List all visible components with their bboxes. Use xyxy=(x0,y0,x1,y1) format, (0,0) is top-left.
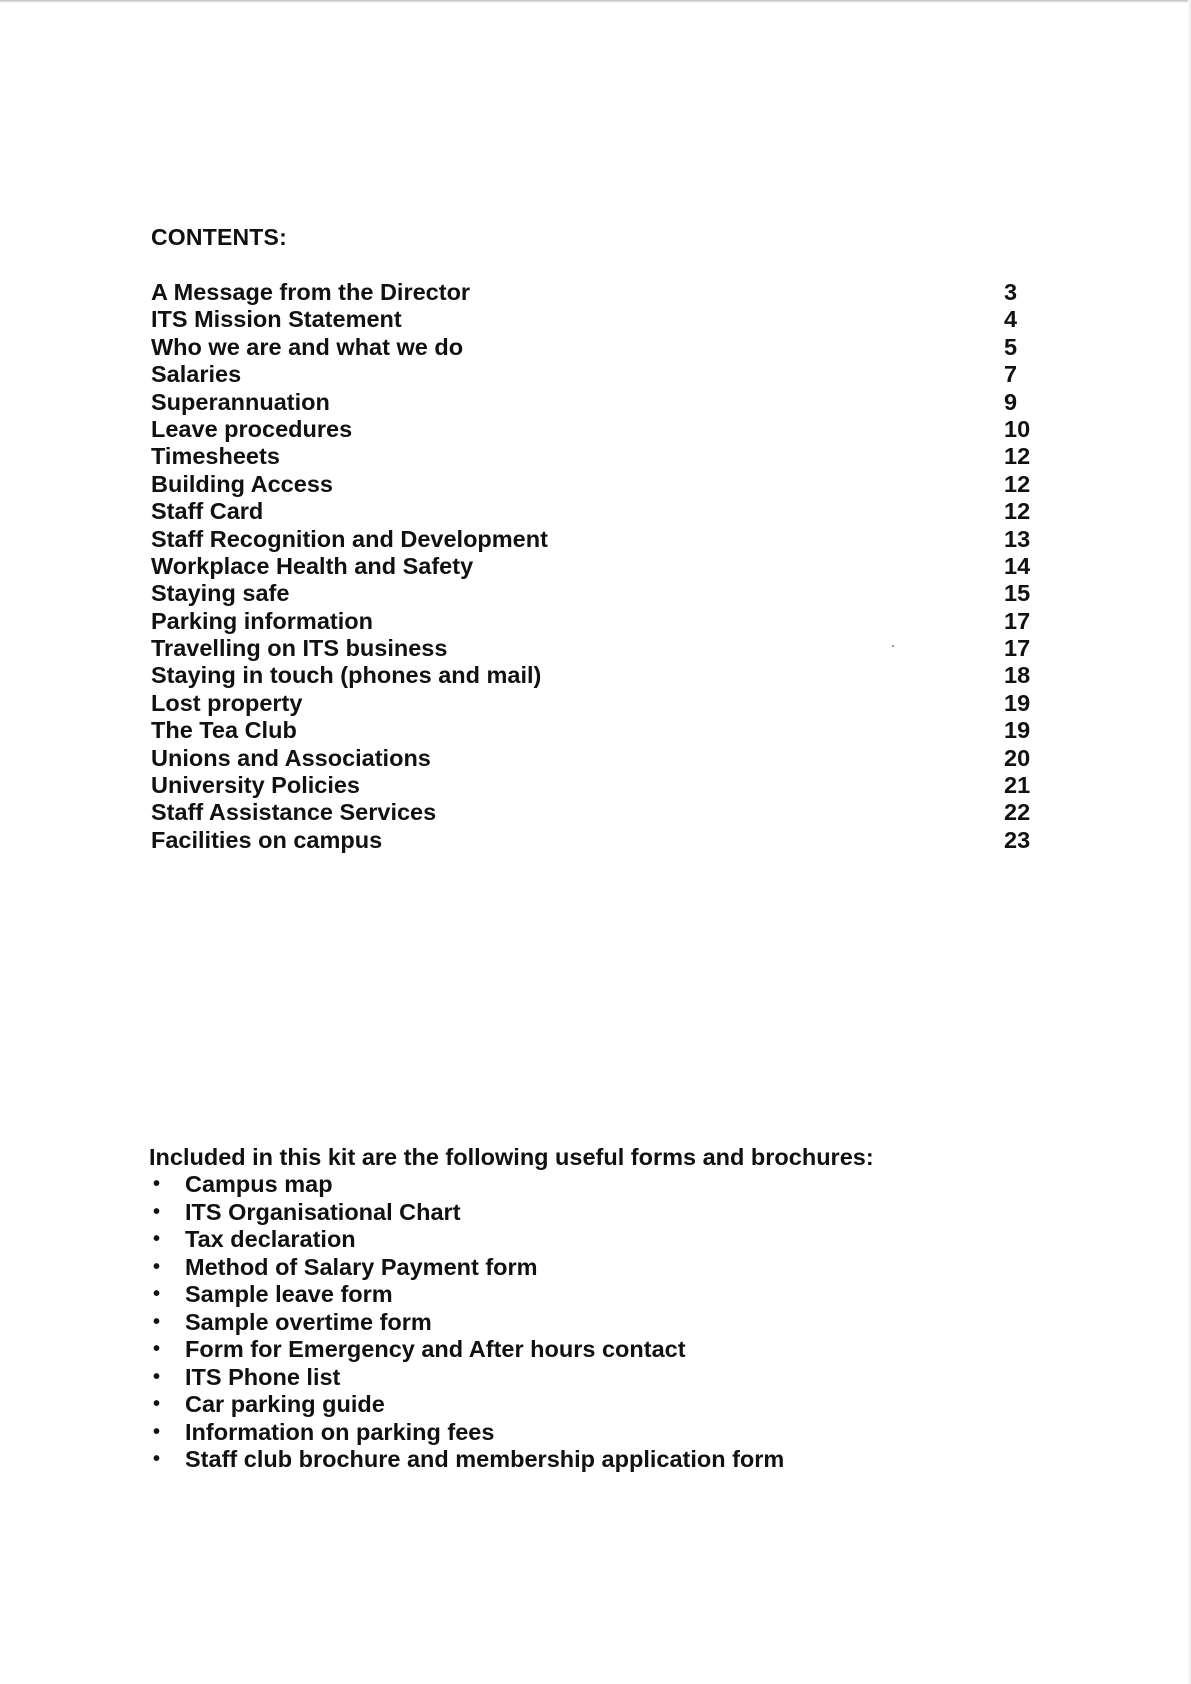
scan-speck xyxy=(892,645,894,647)
toc-entry xyxy=(151,279,1048,306)
toc-entry-title: Superannuation xyxy=(151,388,330,415)
bullet-icon: • xyxy=(153,1393,161,1415)
kit-item-label: Information on parking fees xyxy=(185,1418,495,1445)
toc-entry-title: Timesheets xyxy=(151,443,280,470)
toc-entry-title: Staying safe xyxy=(151,580,290,607)
toc-entry xyxy=(151,690,1048,717)
toc-entry-page: 21 xyxy=(1004,772,1031,799)
kit-item-label: Campus map xyxy=(185,1171,333,1197)
kit-item-label: ITS Organisational Chart xyxy=(185,1198,461,1225)
bullet-icon: • xyxy=(153,1173,161,1195)
toc-entry-page: 13 xyxy=(1004,525,1031,552)
toc-entry xyxy=(151,799,1048,826)
toc-entry-page: 10 xyxy=(1004,415,1031,442)
toc-entry xyxy=(151,553,1048,580)
toc-entry-page: 15 xyxy=(1004,580,1031,607)
kit-item-label: Sample overtime form xyxy=(185,1308,432,1335)
toc-entry xyxy=(151,526,1048,553)
bullet-icon: • xyxy=(153,1200,161,1223)
toc-entry-page: 23 xyxy=(1004,826,1031,853)
toc-entry-title: Salaries xyxy=(151,361,242,388)
toc-entry-page: 20 xyxy=(1004,744,1031,771)
toc-entry xyxy=(151,608,1048,635)
toc-entry-page: 19 xyxy=(1004,689,1031,716)
toc-entry-page: 17 xyxy=(1004,607,1031,634)
bullet-icon: • xyxy=(153,1338,161,1360)
toc-entry-title: Building Access xyxy=(151,470,333,497)
scan-edge-top xyxy=(0,0,1191,3)
bullet-icon: • xyxy=(153,1448,161,1470)
kit-item-label: Form for Emergency and After hours contact xyxy=(185,1336,686,1362)
toc-entry-page: 12 xyxy=(1004,498,1031,525)
table-of-contents xyxy=(151,279,1048,854)
toc-entry-page: 12 xyxy=(1004,470,1031,497)
toc-entry-page: 12 xyxy=(1004,443,1031,470)
toc-entry xyxy=(151,498,1048,525)
contents-heading: CONTENTS: xyxy=(151,224,287,250)
toc-entry-title: Staff Assistance Services xyxy=(151,799,437,826)
toc-entry-title: Unions and Associations xyxy=(151,744,431,771)
toc-entry xyxy=(151,635,1048,662)
toc-entry-title: Leave procedures xyxy=(151,415,353,442)
toc-entry-title: A Message from the Director xyxy=(151,279,471,305)
toc-entry xyxy=(151,717,1048,744)
toc-entry-title: Facilities on campus xyxy=(151,826,383,853)
toc-entry-title: ITS Mission Statement xyxy=(151,306,402,333)
toc-entry-page: 5 xyxy=(1004,333,1018,360)
toc-entry-title: University Policies xyxy=(151,772,360,799)
toc-entry-title: Lost property xyxy=(151,689,303,716)
toc-entry-page: 3 xyxy=(1004,279,1018,305)
toc-entry xyxy=(151,389,1048,416)
kit-item-label: Tax declaration xyxy=(185,1226,356,1252)
toc-entry xyxy=(151,443,1048,470)
toc-entry-title: Staff Card xyxy=(151,498,264,525)
toc-entry-title: Who we are and what we do xyxy=(151,333,464,360)
kit-item-label: ITS Phone list xyxy=(185,1363,341,1390)
toc-entry-page: 22 xyxy=(1004,799,1031,826)
toc-entry-page: 14 xyxy=(1004,552,1031,579)
toc-entry-title: Travelling on ITS business xyxy=(151,635,448,662)
toc-entry-title: Staying in touch (phones and mail) xyxy=(151,662,542,689)
toc-entry-title: Parking information xyxy=(151,607,373,634)
toc-entry xyxy=(151,745,1048,772)
toc-entry xyxy=(151,306,1048,333)
toc-entry xyxy=(151,580,1048,607)
toc-entry xyxy=(151,662,1048,689)
toc-entry xyxy=(151,827,1048,854)
toc-entry xyxy=(151,334,1048,361)
bullet-icon: • xyxy=(153,1283,161,1305)
toc-entry-page: 19 xyxy=(1004,717,1031,744)
bullet-icon: • xyxy=(153,1365,161,1388)
toc-entry-title: The Tea Club xyxy=(151,717,297,744)
kit-item-label: Sample leave form xyxy=(185,1281,393,1307)
bullet-icon: • xyxy=(153,1420,161,1443)
toc-entry-page: 9 xyxy=(1004,388,1018,415)
toc-entry-title: Staff Recognition and Development xyxy=(151,525,548,552)
toc-entry xyxy=(151,361,1048,388)
toc-entry xyxy=(151,471,1048,498)
kit-item-label: Car parking guide xyxy=(185,1391,385,1417)
toc-entry xyxy=(151,772,1048,799)
toc-entry-page: 17 xyxy=(1004,635,1031,662)
kit-intro-text: Included in this kit are the following useful forms and brochures: xyxy=(149,1144,874,1170)
bullet-icon: • xyxy=(153,1310,161,1333)
kit-item-label: Method of Salary Payment form xyxy=(185,1253,538,1280)
toc-entry-page: 4 xyxy=(1004,306,1018,333)
bullet-icon: • xyxy=(153,1255,161,1278)
toc-entry-title: Workplace Health and Safety xyxy=(151,552,474,579)
bullet-icon: • xyxy=(153,1228,161,1250)
kit-item-label: Staff club brochure and membership application form xyxy=(185,1446,785,1472)
toc-entry-page: 18 xyxy=(1004,662,1031,689)
toc-entry-page: 7 xyxy=(1004,361,1018,388)
toc-entry xyxy=(151,416,1048,443)
